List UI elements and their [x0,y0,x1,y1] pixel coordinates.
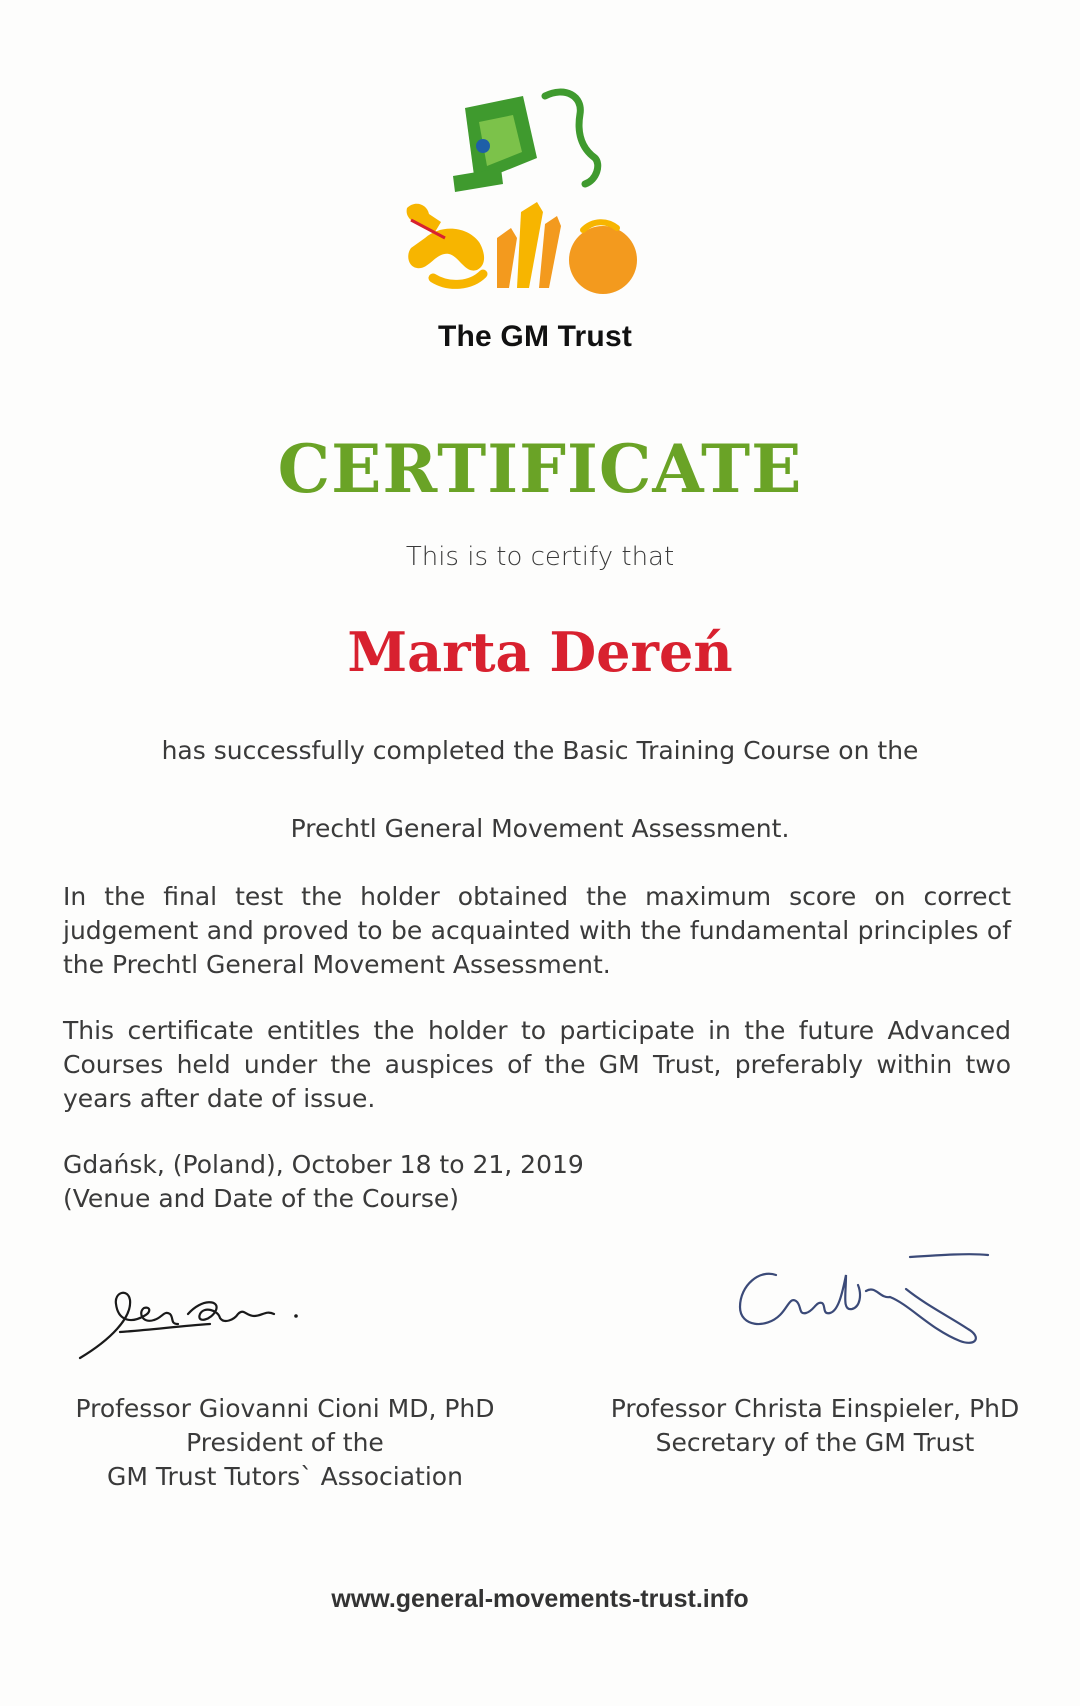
website-link[interactable]: www.general-movements-trust.info [331,1585,749,1613]
gm-trust-logo-icon [405,88,655,328]
certificate-title: CERTIFICATE [277,430,803,508]
signatory-left-name: Professor Giovanni Cioni MD, PhD [75,1394,495,1423]
signatory-right-role-1: Secretary of the GM Trust [655,1428,975,1457]
signatory-right [580,1392,1050,1460]
signature-left-icon [70,1280,310,1380]
signatory-left-role-2: GM Trust Tutors` Association [107,1462,463,1491]
recipient-name: Marta Dereń [347,620,733,684]
final-test-paragraph: In the final test the holder obtained the maximum score on correct judgement and proved to be acquainted with the fundamental principles of the Prechtl General Movement Assessment. [63,882,1011,979]
certify-line: This is to certify that [405,542,675,572]
logo-caption: The GM Trust [437,320,633,353]
venue-caption: (Venue and Date of the Course) [63,1184,460,1213]
entitlement-paragraph: This certificate entitles the holder to participate in the future Advanced Courses held under the auspices of the GM Trust, preferably within two years after date of issue. [63,1016,1011,1113]
signature-right-icon [730,1245,990,1355]
venue-line: Gdańsk, (Poland), October 18 to 21, 2019 [63,1150,584,1179]
venue-block [63,1148,763,1216]
signatory-right-name: Professor Christa Einspieler, PhD [610,1394,1020,1423]
course-name: Prechtl General Movement Assessment. [290,814,790,843]
signatory-left-role-1: President of the [186,1428,384,1457]
completed-line: has successfully completed the Basic Training Course on the [161,736,919,765]
signatory-left [50,1392,520,1494]
